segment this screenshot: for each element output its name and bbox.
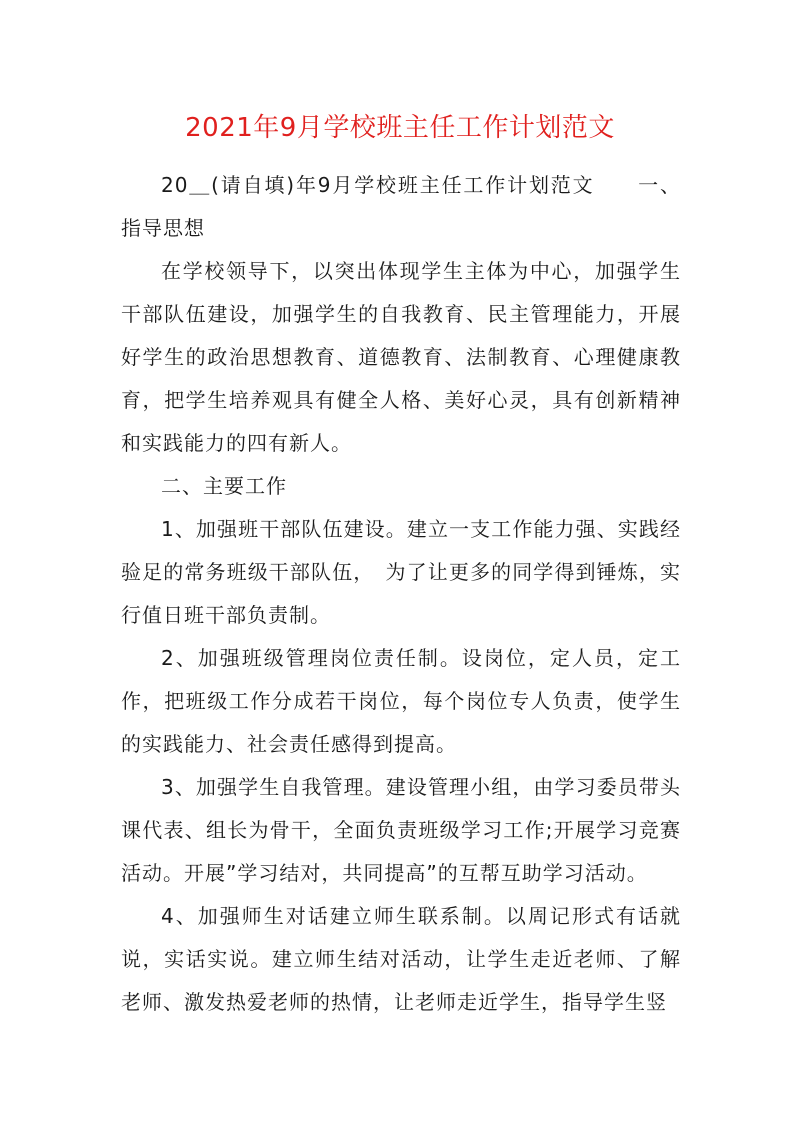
paragraph-item-1: 1、加强班干部队伍建设。建立一支工作能力强、实践经验足的常务班级干部队伍， 为了让更多的同学得到锤炼，实行值日班干部负责制。: [121, 517, 681, 627]
document-title: 2021年9月学校班主任工作计划范文: [185, 113, 615, 143]
paragraph-item-3: 3、加强学生自我管理。建设管理小组，由学习委员带头课代表、组长为骨干，全面负责班级学习工作;开展学习竞赛活动。开展”学习结对，共同提高”的互帮互助学习活动。: [121, 775, 681, 885]
document-body: [121, 164, 681, 1024]
paragraph-item-2: 2、加强班级管理岗位责任制。设岗位，定人员，定工作，把班级工作分成若干岗位，每个岗位专人负责，使学生的实践能力、社会责任感得到提高。: [121, 646, 681, 756]
section-heading-main-work: 二、主要工作: [161, 474, 287, 498]
paragraph-item-4: 4、加强师生对话建立师生联系制。以周记形式有话就说，实话实说。建立师生结对活动，让学生走近老师、了解老师、激发热爱老师的热情，让老师走近学生，指导学生竖: [121, 904, 681, 1014]
paragraph-intro: 20＿(请自填)年9月学校班主任工作计划范文 一、指导思想: [121, 173, 681, 240]
paragraph-guiding-thought: 在学校领导下，以突出体现学生主体为中心，加强学生干部队伍建设，加强学生的自我教育、民主管理能力，开展好学生的政治思想教育、道德教育、法制教育、心理健康教育，把学生培养观具有健全人格、美好心灵，具有创新精神和实践能力的四有新人。: [121, 259, 681, 455]
